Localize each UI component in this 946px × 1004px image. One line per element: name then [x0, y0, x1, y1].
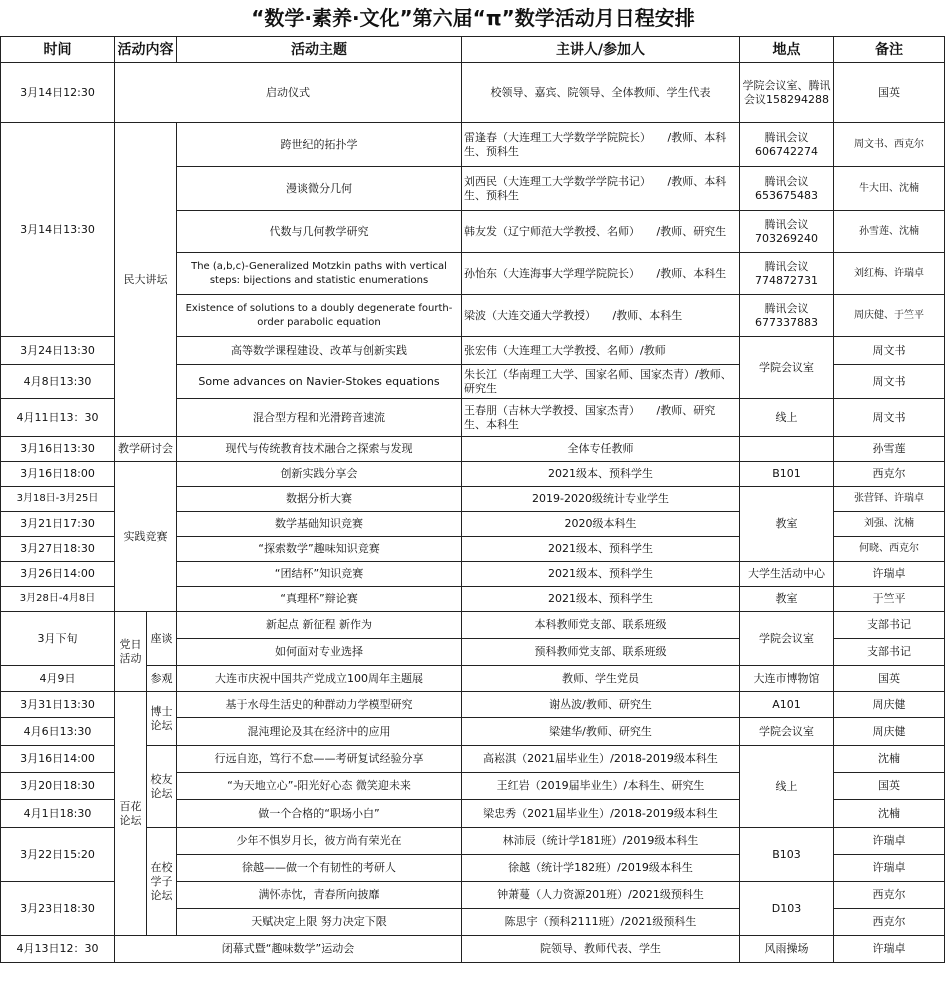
group-boshi: 博士论坛	[147, 692, 177, 746]
cell-place: B103	[740, 828, 834, 882]
cell-speaker: 预科教师党支部、联系班级	[462, 639, 740, 666]
header-row	[1, 37, 945, 63]
cell-time: 3月下旬	[1, 612, 115, 666]
cell-time: 4月11日13：30	[1, 399, 115, 437]
cell-note: 许瑞卓	[834, 855, 945, 882]
cell-speaker: 王春朋（吉林大学教授、国家杰青） /教师、研究生、本科生	[462, 399, 740, 437]
cell-speaker: 刘西民（大连理工大学数学学院书记） /教师、本科生、预科生	[462, 167, 740, 211]
cell-time: 3月27日18:30	[1, 537, 115, 562]
table-row	[1, 692, 945, 718]
cell-note: 许瑞卓	[834, 562, 945, 587]
cell-note: 周庆健	[834, 692, 945, 718]
cell-speaker: 梁建华/教师、研究生	[462, 718, 740, 746]
cell-note: 许瑞卓	[834, 936, 945, 963]
cell-theme: 现代与传统教育技术融合之探索与发现	[177, 437, 462, 462]
cell-theme: “探索数学”趣味知识竞赛	[177, 537, 462, 562]
cell-time: 3月26日14:00	[1, 562, 115, 587]
cell-speaker: 韩友发（辽宁师范大学教授、名师） /教师、研究生	[462, 211, 740, 253]
cell-note: 许瑞卓	[834, 828, 945, 855]
cell-note: 周文书	[834, 337, 945, 365]
cell-note: 牛大田、沈楠	[834, 167, 945, 211]
cell-speaker: 2021级本、预科学生	[462, 462, 740, 487]
cell-speaker: 校领导、嘉宾、院领导、全体教师、学生代表	[462, 63, 740, 123]
cell-speaker: 林沛辰（统计学181班）/2019级本科生	[462, 828, 740, 855]
cell-time: 3月18日-3月25日	[1, 487, 115, 512]
cell-time: 4月8日13:30	[1, 365, 115, 399]
header-theme: 活动主题	[177, 37, 462, 63]
table-row	[1, 437, 945, 462]
group-dangri: 党日活动	[115, 612, 147, 692]
cell-theme: 满怀赤忱，青春所向披靡	[177, 882, 462, 909]
cell-theme: 代数与几何教学研究	[177, 211, 462, 253]
cell-place: 大学生活动中心	[740, 562, 834, 587]
group-xiaoyou: 校友论坛	[147, 746, 177, 828]
cell-speaker: 2021级本、预科学生	[462, 587, 740, 612]
cell-theme: 大连市庆祝中国共产党成立100周年主题展	[177, 666, 462, 692]
cell-speaker: 王红岩（2019届毕业生）/本科生、研究生	[462, 773, 740, 800]
group-shijian: 实践竞赛	[115, 462, 177, 612]
cell-theme: “真理杯”辩论赛	[177, 587, 462, 612]
cell-time: 3月22日15:20	[1, 828, 115, 882]
header-content: 活动内容	[115, 37, 177, 63]
cell-note: 周庆健、于竺平	[834, 295, 945, 337]
cell-note: 沈楠	[834, 746, 945, 773]
group-baihua: 百花论坛	[115, 692, 147, 936]
cell-note: 张营铎、许瑞卓	[834, 487, 945, 512]
cell-speaker: 教师、学生党员	[462, 666, 740, 692]
group-canguan: 参观	[147, 666, 177, 692]
cell-theme: 基于水母生活史的种群动力学模型研究	[177, 692, 462, 718]
cell-speaker: 全体专任教师	[462, 437, 740, 462]
schedule-table	[0, 36, 945, 963]
cell-note: 于竺平	[834, 587, 945, 612]
table-row	[1, 63, 945, 123]
cell-speaker: 徐越（统计学182班）/2019级本科生	[462, 855, 740, 882]
cell-time: 3月16日13:30	[1, 437, 115, 462]
cell-place: D103	[740, 882, 834, 936]
cell-note: 西克尔	[834, 462, 945, 487]
cell-speaker: 2019-2020级统计专业学生	[462, 487, 740, 512]
cell-theme: 少年不惧岁月长，彼方尚有荣光在	[177, 828, 462, 855]
table-row	[1, 462, 945, 487]
cell-note: 沈楠	[834, 800, 945, 828]
cell-time: 4月13日12：30	[1, 936, 115, 963]
cell-theme: Existence of solutions to a doubly degenerate fourth-order parabolic equation	[177, 295, 462, 337]
cell-place: 教室	[740, 587, 834, 612]
cell-place: 腾讯会议606742274	[740, 123, 834, 167]
cell-speaker: 本科教师党支部、联系班级	[462, 612, 740, 639]
cell-place: 大连市博物馆	[740, 666, 834, 692]
cell-speaker: 院领导、教师代表、学生	[462, 936, 740, 963]
cell-speaker: 2021级本、预科学生	[462, 537, 740, 562]
cell-theme: “为天地立心”-阳光好心态 微笑迎未来	[177, 773, 462, 800]
cell-time: 4月6日13:30	[1, 718, 115, 746]
cell-place: 学院会议室、腾讯会议158294288	[740, 63, 834, 123]
cell-speaker: 梁波（大连交通大学教授） /教师、本科生	[462, 295, 740, 337]
cell-theme: 做一个合格的“职场小白”	[177, 800, 462, 828]
cell-note: 国英	[834, 773, 945, 800]
cell-time: 3月14日13:30	[1, 123, 115, 337]
cell-theme: 漫谈微分几何	[177, 167, 462, 211]
cell-theme: The (a,b,c)-Generalized Motzkin paths with vertical steps: bijections and statistic enumerations	[177, 253, 462, 295]
cell-time: 4月1日18:30	[1, 800, 115, 828]
cell-time: 3月16日18:00	[1, 462, 115, 487]
cell-note: 何晓、西克尔	[834, 537, 945, 562]
group-zaixiao: 在校学子论坛	[147, 828, 177, 936]
cell-time: 3月31日13:30	[1, 692, 115, 718]
cell-theme: 高等数学课程建设、改革与创新实践	[177, 337, 462, 365]
cell-note: 支部书记	[834, 612, 945, 639]
cell-place: 学院会议室	[740, 612, 834, 666]
cell-place: 风雨操场	[740, 936, 834, 963]
cell-theme: 混沌理论及其在经济中的应用	[177, 718, 462, 746]
group-minda: 民大讲坛	[115, 123, 177, 437]
header-note: 备注	[834, 37, 945, 63]
cell-time: 3月16日14:00	[1, 746, 115, 773]
cell-theme: 混合型方程和光滑跨音速流	[177, 399, 462, 437]
header-place: 地点	[740, 37, 834, 63]
cell-place: A101	[740, 692, 834, 718]
table-row	[1, 123, 945, 167]
cell-theme: 数据分析大赛	[177, 487, 462, 512]
cell-note: 西克尔	[834, 882, 945, 909]
cell-theme: 启动仪式	[115, 63, 462, 123]
cell-note: 支部书记	[834, 639, 945, 666]
cell-note: 周庆健	[834, 718, 945, 746]
cell-place: 腾讯会议677337883	[740, 295, 834, 337]
cell-theme: 新起点 新征程 新作为	[177, 612, 462, 639]
cell-theme: 天赋决定上限 努力决定下限	[177, 909, 462, 936]
cell-speaker: 张宏伟（大连理工大学教授、名师）/教师	[462, 337, 740, 365]
cell-speaker: 高崧淇（2021届毕业生）/2018-2019级本科生	[462, 746, 740, 773]
cell-note: 国英	[834, 63, 945, 123]
cell-note: 西克尔	[834, 909, 945, 936]
cell-theme: 徐越——做一个有韧性的考研人	[177, 855, 462, 882]
cell-theme: 行远自迩，笃行不怠——考研复试经验分享	[177, 746, 462, 773]
cell-theme: 闭幕式暨“趣味数学”运动会	[115, 936, 462, 963]
cell-speaker: 2020级本科生	[462, 512, 740, 537]
group-zuotan: 座谈	[147, 612, 177, 666]
cell-time: 3月21日17:30	[1, 512, 115, 537]
cell-place	[740, 437, 834, 462]
cell-speaker: 2021级本、预科学生	[462, 562, 740, 587]
cell-speaker: 陈思宇（预科2111班）/2021级预科生	[462, 909, 740, 936]
page-title: “数学·素养·文化”第六届“π”数学活动月日程安排	[251, 6, 695, 30]
cell-note: 周文书	[834, 365, 945, 399]
cell-place: 线上	[740, 746, 834, 828]
group-jiaoyan: 教学研讨会	[115, 437, 177, 462]
cell-place: 学院会议室	[740, 337, 834, 399]
cell-speaker: 孙怡东（大连海事大学理学院院长） /教师、本科生	[462, 253, 740, 295]
cell-note: 周文书	[834, 399, 945, 437]
cell-note: 刘红梅、许瑞卓	[834, 253, 945, 295]
cell-theme: 如何面对专业选择	[177, 639, 462, 666]
cell-theme: “团结杯”知识竞赛	[177, 562, 462, 587]
cell-speaker: 梁忠秀（2021届毕业生）/2018-2019级本科生	[462, 800, 740, 828]
cell-speaker: 雷逢春（大连理工大学数学学院院长） /教师、本科生、预科生	[462, 123, 740, 167]
header-time: 时间	[1, 37, 115, 63]
table-row	[1, 936, 945, 963]
cell-theme: Some advances on Navier-Stokes equations	[177, 365, 462, 399]
cell-place: 教室	[740, 487, 834, 562]
cell-theme: 跨世纪的拓扑学	[177, 123, 462, 167]
cell-note: 孙雪莲	[834, 437, 945, 462]
cell-place: 线上	[740, 399, 834, 437]
cell-time: 3月24日13:30	[1, 337, 115, 365]
cell-theme: 创新实践分享会	[177, 462, 462, 487]
cell-speaker: 谢丛波/教师、研究生	[462, 692, 740, 718]
header-speaker: 主讲人/参加人	[462, 37, 740, 63]
cell-theme: 数学基础知识竞赛	[177, 512, 462, 537]
cell-note: 孙雪莲、沈楠	[834, 211, 945, 253]
cell-note: 国英	[834, 666, 945, 692]
cell-time: 3月14日12:30	[1, 63, 115, 123]
table-row	[1, 612, 945, 639]
cell-speaker: 朱长江（华南理工大学、国家名师、国家杰青）/教师、研究生	[462, 365, 740, 399]
cell-place: 腾讯会议703269240	[740, 211, 834, 253]
cell-note: 刘强、沈楠	[834, 512, 945, 537]
cell-time: 3月28日-4月8日	[1, 587, 115, 612]
cell-note: 周文书、西克尔	[834, 123, 945, 167]
cell-speaker: 钟萧蔓（人力资源201班）/2021级预科生	[462, 882, 740, 909]
cell-time: 3月23日18:30	[1, 882, 115, 936]
cell-time: 4月9日	[1, 666, 115, 692]
cell-place: 腾讯会议653675483	[740, 167, 834, 211]
cell-place: B101	[740, 462, 834, 487]
cell-place: 学院会议室	[740, 718, 834, 746]
cell-place: 腾讯会议774872731	[740, 253, 834, 295]
cell-time: 3月20日18:30	[1, 773, 115, 800]
